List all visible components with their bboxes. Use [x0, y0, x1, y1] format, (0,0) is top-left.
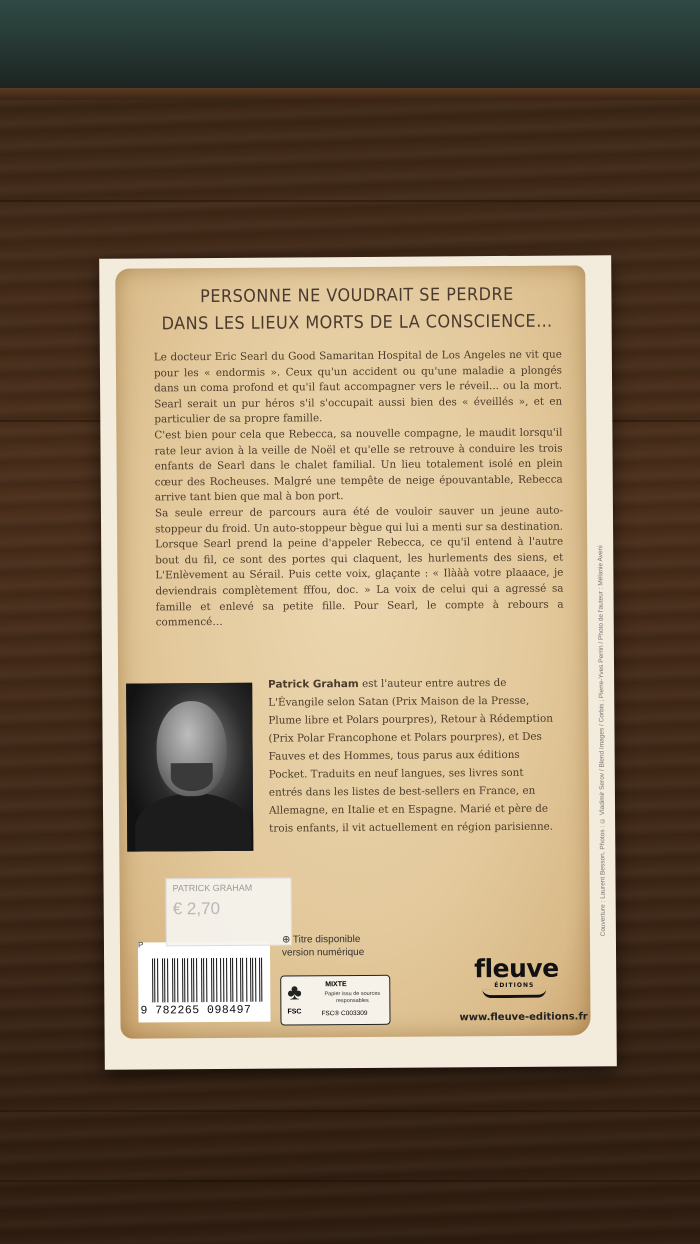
- table-edge: [0, 88, 700, 100]
- isbn-prefix: P: [137, 940, 144, 950]
- publisher-name: fleuve: [474, 953, 559, 984]
- publisher-logo: [474, 953, 559, 999]
- cover-headline: [157, 282, 558, 339]
- book-back-cover: [99, 255, 617, 1070]
- fsc-description: Papier issu de sources responsables: [324, 990, 381, 1004]
- fsc-code: FSC® C003309: [321, 1009, 368, 1018]
- ebook-line-2: version numérique: [281, 946, 365, 959]
- publisher-url: www.fleuve-editions.fr: [459, 1011, 588, 1024]
- price-sticker: [166, 877, 292, 946]
- headline-line-2: DANS LES LIEUX MORTS DE LA CONSCIENCE…: [161, 311, 553, 335]
- author-name: Patrick Graham: [268, 677, 359, 691]
- synopsis-paragraph: Sa seule erreur de parcours aura été de vouloir sauver un jeune auto-stoppeur du froid. Un auto-stoppeur bègue qui lui a menti sur sa destination. Lorsque Searl prend la peine d'appeler Rebecca, ce qu'il entend à l'autre bout du fil, ce sont des portes qui claquent, les hurlements des siens, et L'Enlèvement au Sérail. Puis cette voix, glaçante : « Ilààà votre plaaace, je deviendrais complètement fffou, doc. » La voix de celui qui a agressé sa famille et enlevé sa petite fille. Pour Searl, le compte à rebours a commencé…: [154, 504, 564, 629]
- synopsis-paragraph: C'est bien pour cela que Rebecca, sa nouvelle compagne, le maudit lorsqu'il rate leur avion à la veille de Noël et qu'elle se retrouve à conduire les trois enfants de Searl dans le chalet familial. Un lieu totalement isolé en plein cœur des Rocheuses. Malgré une tempête de neige épouvantable, Rebecca arrive tant bien que mal à bon port.: [154, 426, 563, 504]
- ebook-icon: ⊕: [281, 934, 293, 946]
- publisher-wave-icon: [482, 989, 546, 998]
- synopsis-paragraph: Le docteur Eric Searl du Good Samaritan Hospital de Los Angeles ne vit que pour les « endormis ». Ceux qu'un accident ou qu'une maladie a plongés dans un coma profond et qu'il faut accompagner vers le réveil... ou la mort. Searl serait un pur héros s'il s'occupait aussi bien des « éveillés », et en particulier de sa propre famille.: [153, 348, 563, 426]
- background-wall: [0, 0, 700, 92]
- ebook-line-1: Titre disponible: [292, 933, 361, 946]
- isbn-number: 9 782265 098497: [140, 1003, 252, 1018]
- fsc-tree-icon: ♣: [287, 979, 302, 1005]
- fsc-mixte: MIXTE: [325, 981, 347, 989]
- barcode-bars: [152, 958, 264, 1003]
- photo-credits: Couverture : Laurent Besson. Photos : © Vladimir Serov / Blend Images / Corbis ; Pierre-Yves Perrin / Photo de l'auteur : Mélanie Aveni: [597, 545, 607, 937]
- sticker-text: PATRICK GRAHAM: [172, 882, 253, 894]
- fsc-text: FSC: [287, 1008, 302, 1016]
- wood-grain-line: [0, 200, 700, 202]
- fsc-label: [280, 975, 390, 1026]
- author-bio-text: est l'auteur entre autres de L'Évangile selon Satan (Prix Maison de la Presse, Plume libre et Polars pourpres), Retour à Rédemption (Prix Polar Francophone et Polars pourpres), et Des Fauves et des Hommes, tous parus aux éditions Pocket. Traduits en neuf langues, ses livres sont entrés dans les listes de best-sellers en France, en Allemagne, en Italie et en Espagne. Marié et père de trois enfants, il vit actuellement en région parisienne.: [268, 676, 554, 835]
- wood-grain-line: [0, 1110, 700, 1112]
- author-bio: [268, 674, 559, 838]
- publisher-sub: ÉDITIONS: [494, 981, 535, 990]
- author-photo: [126, 683, 253, 852]
- wood-grain-line: [0, 1180, 700, 1182]
- sticker-price: € 2,70: [172, 898, 221, 919]
- barcode: [138, 942, 271, 1023]
- headline-line-1: PERSONNE NE VOUDRAIT SE PERDRE: [200, 284, 514, 308]
- synopsis: [154, 348, 564, 632]
- ebook-notice: [282, 933, 364, 960]
